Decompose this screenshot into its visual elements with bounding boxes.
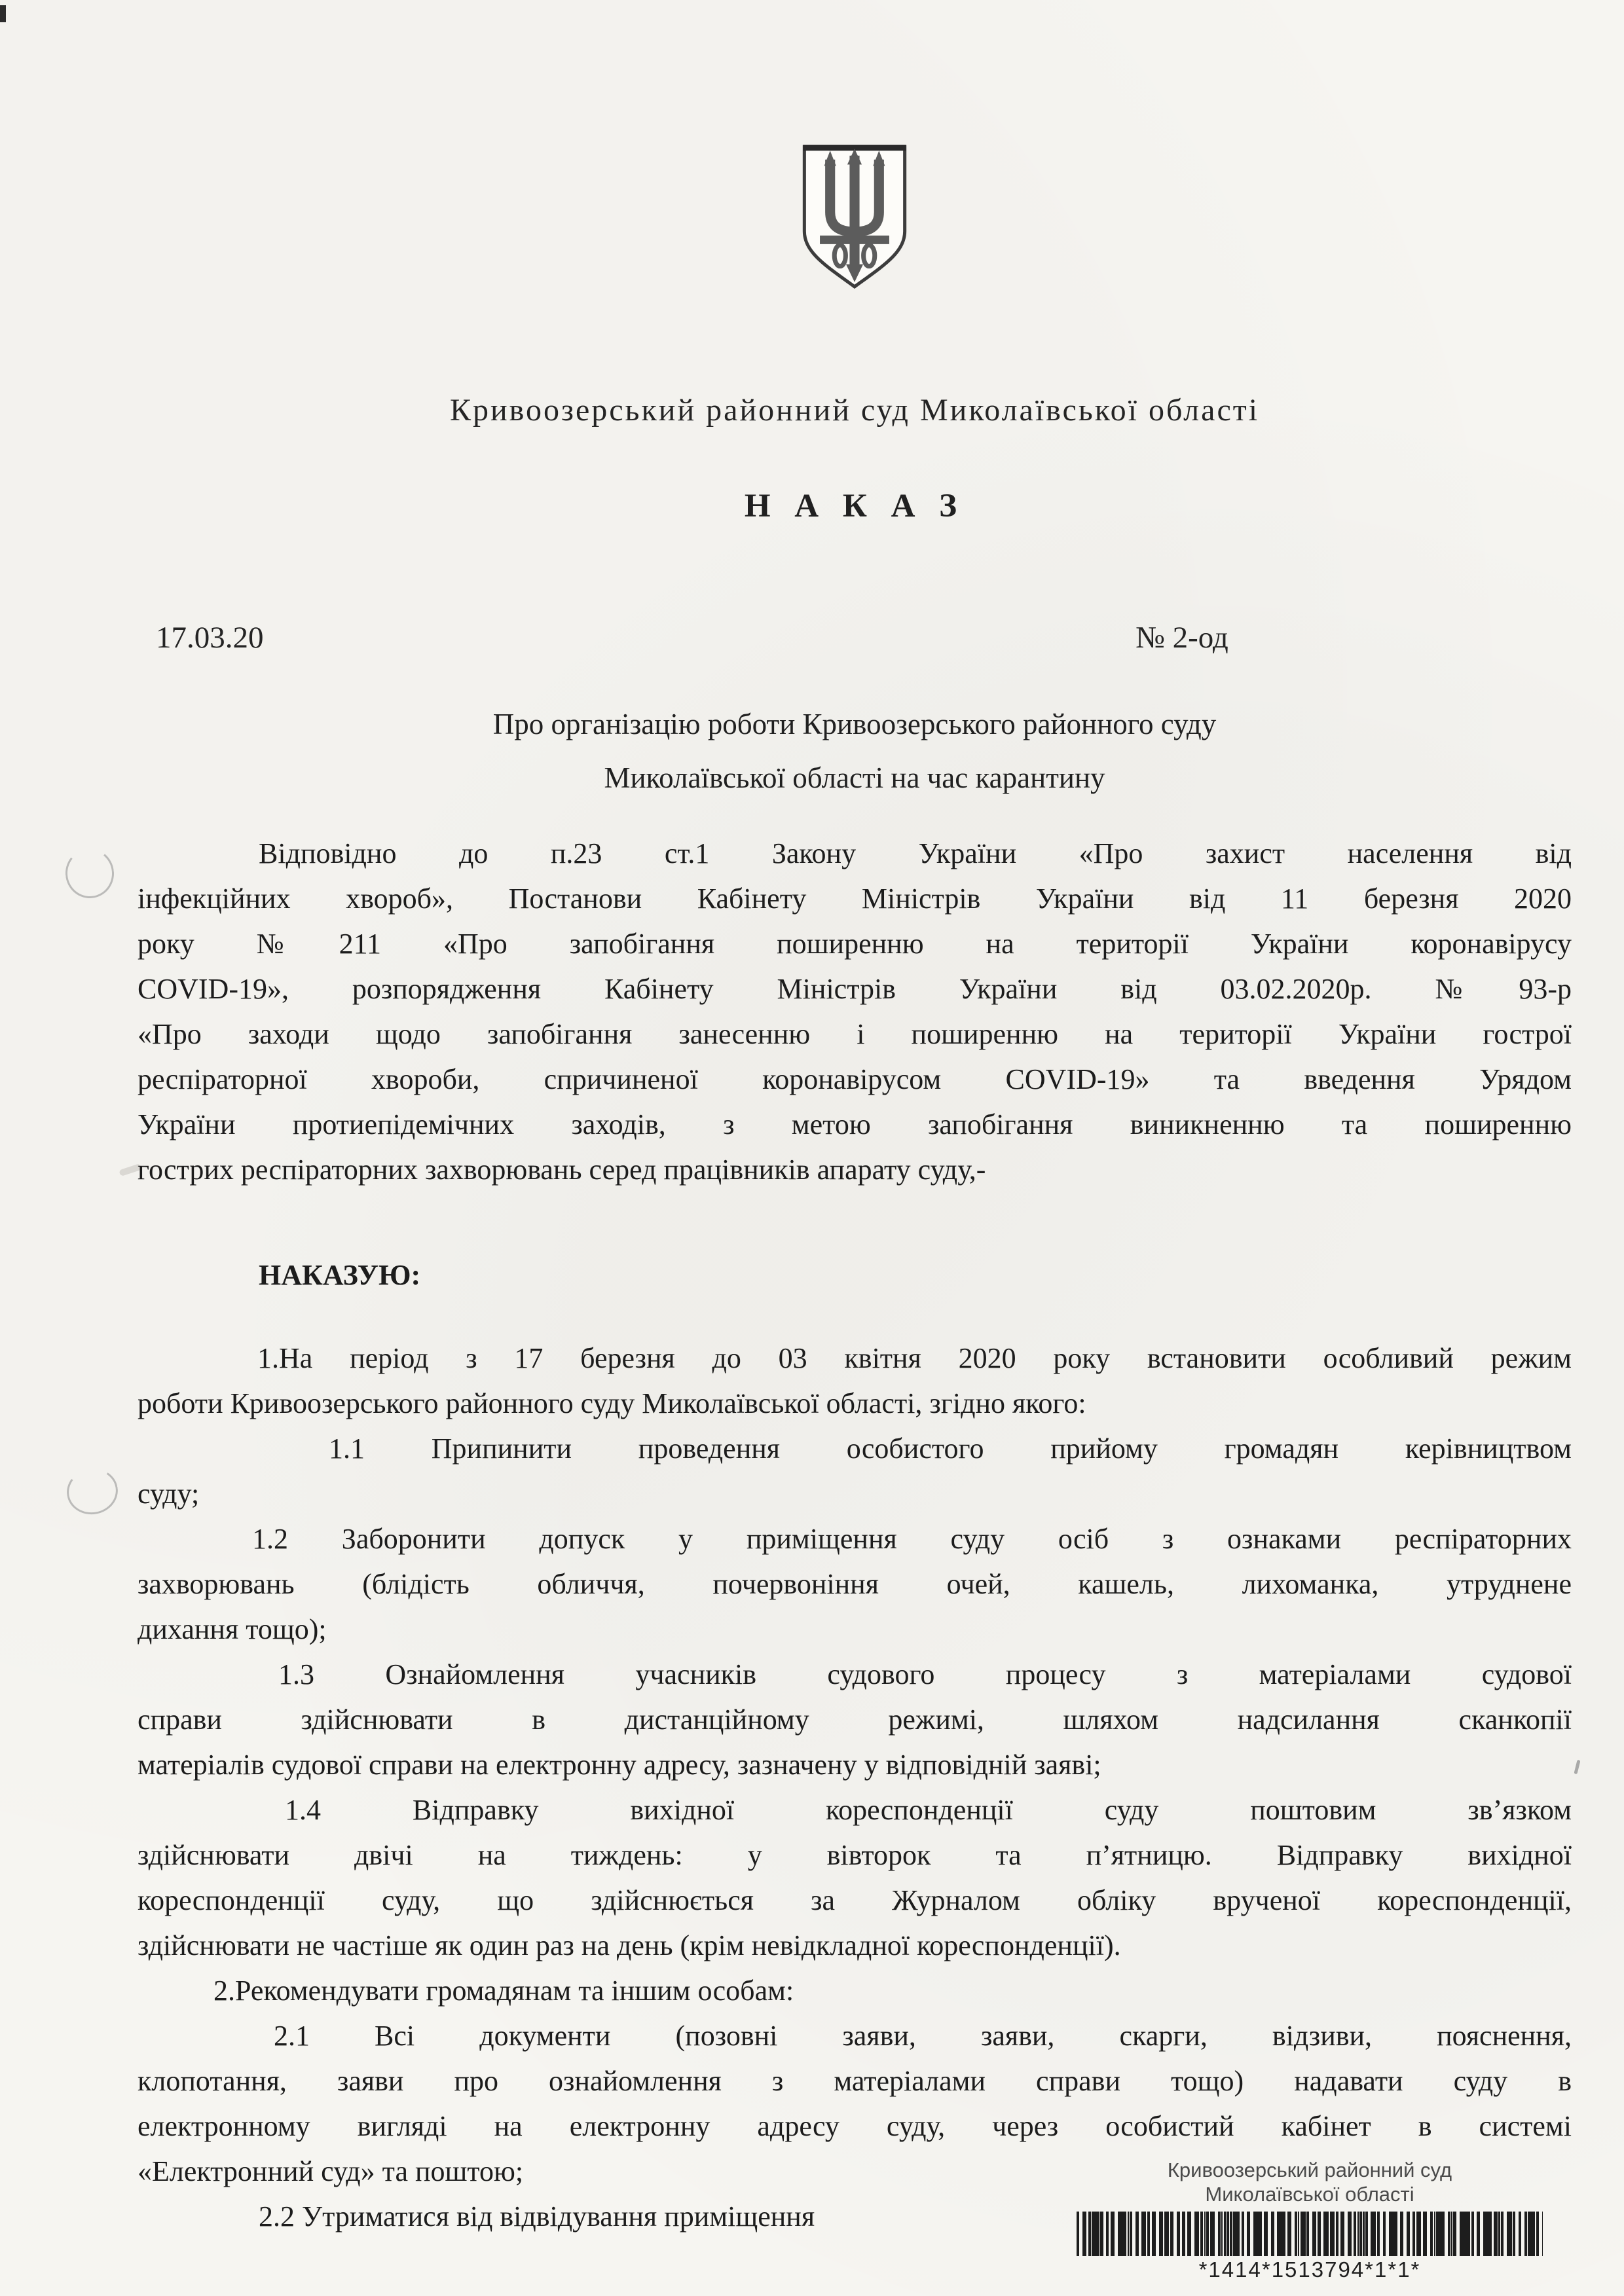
scan-circle-artifact <box>64 1465 122 1518</box>
registration-barcode <box>1077 2212 1543 2256</box>
document-line: справи здійснювати в дистанційному режимі, шляхом надсилання сканкопії <box>138 1704 1572 1736</box>
document-line: 1.3 Ознайомлення учасників судового процесу з матеріалами судової <box>278 1658 1572 1690</box>
document-body <box>138 831 1572 2239</box>
barcode-number: *1414*1513794*1*1* <box>1198 2257 1421 2282</box>
document-line: 1.1 Припинити проведення особистого прийому громадян керівництвом <box>329 1432 1572 1465</box>
document-line: суду; <box>138 1478 200 1510</box>
document-line: НАКАЗУЮ: <box>259 1259 421 1291</box>
stamp-court-name-line: Кривоозерський районний суд <box>1167 2159 1452 2181</box>
document-subject <box>138 697 1572 805</box>
scan-mark-artifact <box>1574 1760 1580 1775</box>
document-line: матеріалів судової справи на електронну адресу, зазначену у відповідній заяві; <box>138 1749 1101 1781</box>
document-line: роботи Кривоозерського районного суду Миколаївської області, згідно якого: <box>138 1387 1086 1419</box>
document-line: 2.2 Утриматися від відвідування приміщення <box>259 2200 815 2232</box>
document-paragraph <box>138 1426 1572 1516</box>
document-line: 1.2 Заборонити допуск у приміщення суду осіб з ознаками респіраторних <box>252 1523 1572 1555</box>
document-line: клопотання, заяви про ознайомлення з матеріалами справи тощо) надавати суду в <box>138 2065 1572 2097</box>
document-paragraph <box>138 1252 1572 1298</box>
document-line: COVID-19», розпорядження Кабінету Міністрів України від 03.02.2020р. №93-р <box>138 973 1572 1005</box>
document-line: електронному вигляді на електронну адресу суду, через особистий кабінет в системі <box>138 2110 1572 2142</box>
document-number: № 2-од <box>1135 621 1228 655</box>
ukraine-trident-emblem <box>798 141 911 293</box>
document-line: 1.4 Відправку вихідної кореспонденції суду поштовим зв’язком <box>285 1794 1572 1826</box>
document-line: року №211 «Про запобігання поширенню на території України коронавірусу <box>138 928 1572 960</box>
document-line: 2.Рекомендувати громадянам та іншим особам: <box>213 1975 794 2007</box>
document-line: інфекційних хвороб», Постанови Кабінету Міністрів України від 11 березня 2020 <box>138 883 1572 915</box>
document-date: 17.03.20 <box>156 621 264 655</box>
document-line: «Про заходи щодо запобігання занесенню і поширенню на території України гострої <box>138 1018 1572 1050</box>
document-line: «Електронний суд» та поштою; <box>138 2155 524 2187</box>
document-line: гострих респіраторних захворювань серед працівників апарату суду,- <box>138 1154 986 1186</box>
document-content <box>138 0 1572 2239</box>
document-paragraph <box>138 1516 1572 1652</box>
trident-shield-icon <box>798 141 911 293</box>
document-line: кореспонденції суду, що здійснюється за Журналом обліку врученої кореспонденції, <box>138 1884 1572 1916</box>
document-paragraph <box>138 1336 1572 1426</box>
court-name-heading: Кривоозерський районний суд Миколаївської області <box>449 393 1260 428</box>
document-line: здійснювати двічі на тиждень: у вівторок та п’ятницю. Відправку вихідної <box>138 1839 1572 1871</box>
document-line: дихання тощо); <box>138 1613 327 1645</box>
document-line: 2.1 Всі документи (позовні заяви, заяви, скарги, відзиви, пояснення, <box>274 2020 1572 2052</box>
scan-corner-artifact <box>0 5 6 22</box>
document-paragraph <box>138 1968 1572 2013</box>
scan-circle-artifact <box>63 846 117 900</box>
subject-line: Про організацію роботи Кривоозерського районного суду <box>492 708 1217 740</box>
document-line: України протиепідемічних заходів, з метою запобігання виникненню та поширенню <box>138 1108 1572 1140</box>
subject-line: Миколаївської області на час карантину <box>604 761 1105 794</box>
registration-stamp <box>1067 2158 1552 2282</box>
document-paragraph <box>138 1652 1572 1787</box>
document-line: захворювань (блідість обличчя, почервоніння очей, кашель, лихоманка, утруднене <box>138 1568 1572 1600</box>
document-line: здійснювати не частіше як один раз на день (крім невідкладної кореспонденції). <box>138 1929 1121 1961</box>
document-line: 1.На період з 17 березня до 03 квітня 2020 року встановити особливий режим <box>257 1342 1572 1374</box>
document-line: Відповідно до п.23 ст.1 Закону України «Про захист населення від <box>259 837 1572 869</box>
document-type-heading: Н А К А З <box>744 488 965 524</box>
document-paragraph <box>138 1787 1572 1968</box>
stamp-court-region-line: Миколаївської області <box>1205 2183 1414 2206</box>
document-line: респіраторної хвороби, спричиненої коронавірусом COVID-19» та введення Урядом <box>138 1063 1572 1095</box>
document-paragraph <box>138 831 1572 1192</box>
document-meta-row <box>138 620 1572 658</box>
